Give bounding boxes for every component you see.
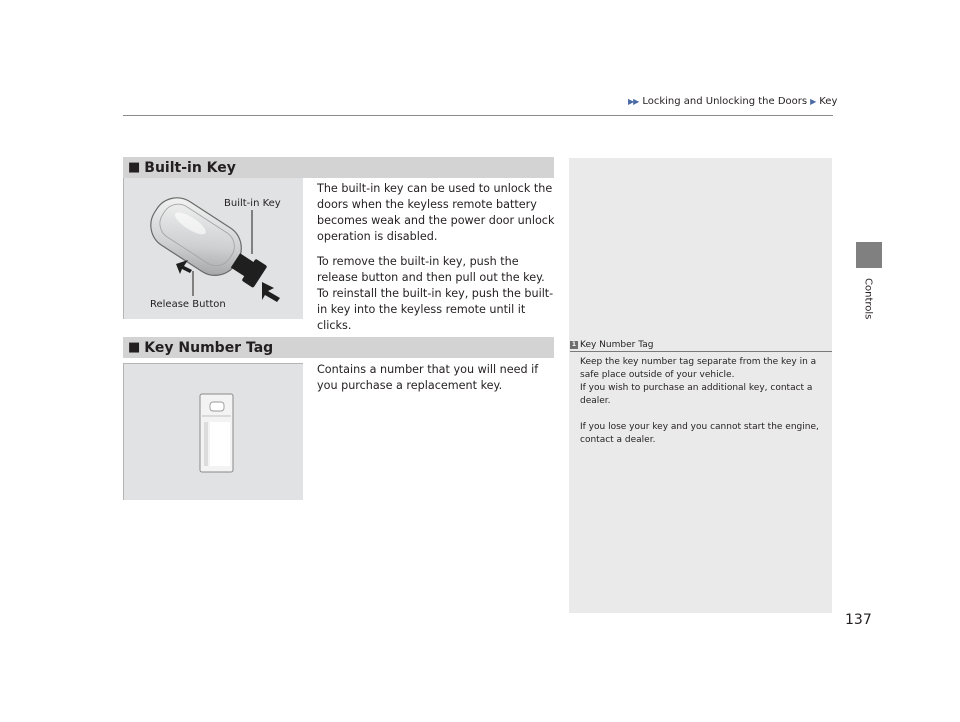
section-title: Key Number Tag [144, 339, 274, 356]
sidebar-note-body [580, 356, 824, 447]
figure-key-number-tag [123, 363, 303, 500]
section-header-key-number-tag [123, 337, 554, 358]
figure-label-release-button: Release Button [150, 299, 226, 310]
figure-builtin-key [123, 178, 303, 319]
note-line: If you wish to purchase an additional key, contact a dealer. [580, 383, 813, 406]
section-marker-icon: ■ [128, 340, 141, 355]
note-line: If you lose your key and you cannot start the engine, contact a dealer. [580, 422, 819, 445]
chapter-tab-label: Controls [862, 278, 874, 320]
chapter-tab-marker [856, 242, 882, 268]
builtin-key-description [317, 181, 557, 343]
page-number: 137 [845, 612, 872, 628]
note-line: Keep the key number tag separate from the key in a safe place outside of your vehicle. [580, 357, 817, 380]
breadcrumb [628, 94, 837, 108]
section-title: Built-in Key [144, 159, 236, 176]
key-number-tag-description [317, 362, 557, 403]
breadcrumb-arrows-icon: ▶▶ [628, 96, 639, 106]
breadcrumb-separator-icon: ▶ [810, 96, 817, 106]
note-marker-icon: 1 [571, 341, 577, 348]
paragraph: To remove the built-in key, push the release button and then pull out the key. To reinstall the built-in key, push the built-in key into the keyless remote until it clicks. [317, 255, 554, 332]
header-rule [123, 115, 833, 116]
section-marker-icon: ■ [128, 160, 141, 175]
note-title-text: Key Number Tag [580, 340, 654, 350]
paragraph: The built-in key can be used to unlock the doors when the keyless remote battery becomes weak and the power door unlock operation is disabled. [317, 182, 555, 243]
figure-label-built-in-key: Built-in Key [224, 198, 281, 209]
key-number-tag-illustration-icon [124, 364, 304, 501]
paragraph: Contains a number that you will need if you purchase a replacement key. [317, 363, 539, 392]
section-header-builtin-key [123, 157, 554, 178]
note-spacer [580, 408, 824, 421]
breadcrumb-section: Locking and Unlocking the Doors [642, 95, 808, 107]
sidebar-note-title [570, 339, 832, 352]
breadcrumb-page: Key [819, 95, 838, 107]
